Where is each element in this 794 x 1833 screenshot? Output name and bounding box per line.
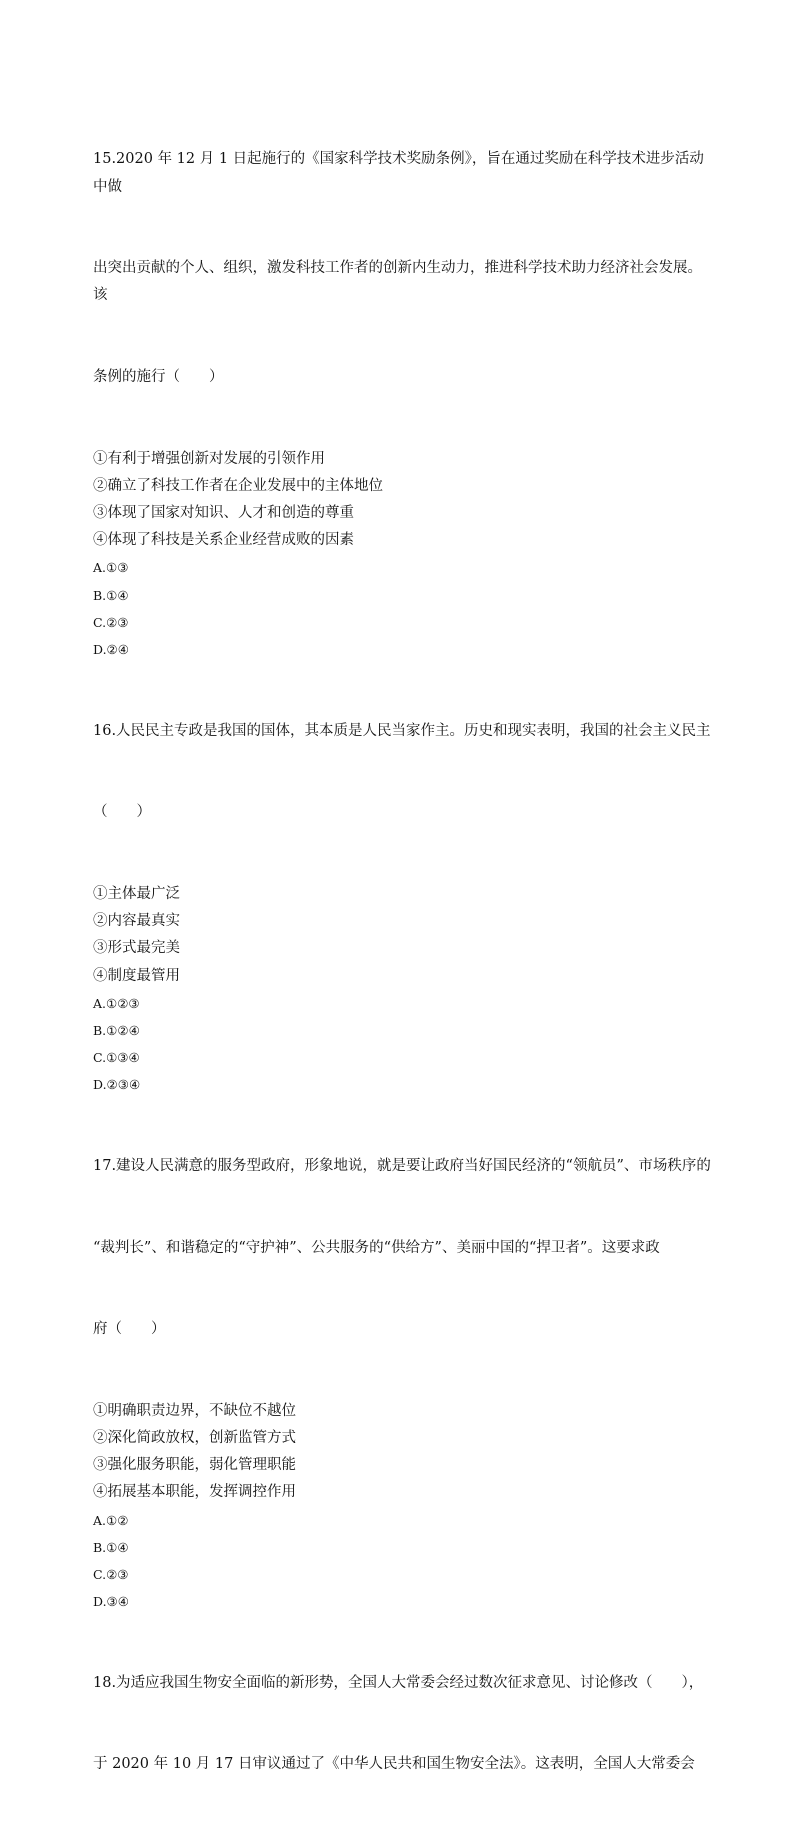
answer-option-b[interactable]: B.①②④ bbox=[93, 1022, 140, 1038]
statement-item: ①有利于增强创新对发展的引领作用 bbox=[93, 450, 325, 467]
statement-item: ①明确职责边界，不缺位不越位 bbox=[93, 1402, 296, 1419]
answer-option-c[interactable]: C.②③ bbox=[93, 614, 129, 630]
question-stem bbox=[93, 1099, 713, 1398]
answer-option-b[interactable]: B.①④ bbox=[93, 1539, 129, 1555]
answer-option-a[interactable]: A.①③ bbox=[93, 560, 129, 576]
stem-line: （ ） bbox=[93, 804, 151, 821]
statement-item: ②确立了科技工作者在企业发展中的主体地位 bbox=[93, 477, 383, 494]
statement-item: ④体现了科技是关系企业经营成败的因素 bbox=[93, 532, 354, 549]
answer-option-d[interactable]: D.②④ bbox=[93, 642, 129, 658]
answer-option-b[interactable]: B.①④ bbox=[93, 587, 129, 603]
answer-option-c[interactable]: C.②③ bbox=[93, 1566, 129, 1582]
stem-line: 16.人民民主专政是我国的国体，其本质是人民当家作主。历史和现实表明，我国的社会主义民主 bbox=[93, 722, 711, 739]
statement-item: ②内容最真实 bbox=[93, 913, 180, 930]
stem-line: 条例的施行（ ） bbox=[93, 369, 224, 386]
statement-item: ③形式最完美 bbox=[93, 940, 180, 957]
stem-line: 17.建设人民满意的服务型政府，形象地说，就是要让政府当好国民经济的“领航员”、市场秩序的 bbox=[93, 1157, 711, 1174]
answer-option-a[interactable]: A.①② bbox=[93, 1512, 129, 1528]
answer-option-d[interactable]: D.③④ bbox=[93, 1594, 129, 1610]
stem-line: 出突出贡献的个人、组织，激发科技工作者的创新内生动力，推进科学技术助力经济社会发展。该 bbox=[93, 260, 702, 304]
question-stem bbox=[93, 1615, 713, 1833]
statement-item: ④制度最管用 bbox=[93, 967, 180, 984]
statement-item: ③体现了国家对知识、人才和创造的尊重 bbox=[93, 505, 354, 522]
stem-line: 15.2020 年 12 月 1 日起施行的《国家科学技术奖励条例》，旨在通过奖励在科学技术进步活动中做 bbox=[93, 151, 704, 195]
stem-line: 于 2020 年 10 月 17 日审议通过了《中华人民共和国生物安全法》。这表明，全国人大常委会 bbox=[93, 1756, 695, 1773]
stem-line: 府（ ） bbox=[93, 1321, 166, 1338]
answer-option-a[interactable]: A.①②③ bbox=[93, 995, 140, 1011]
statement-item: ①主体最广泛 bbox=[93, 885, 180, 902]
statement-item: ④拓展基本职能，发挥调控作用 bbox=[93, 1484, 296, 1501]
statement-item: ②深化简政放权，创新监管方式 bbox=[93, 1429, 296, 1446]
answer-option-c[interactable]: C.①③④ bbox=[93, 1050, 140, 1066]
stem-line: “裁判长”、和谐稳定的“守护神”、公共服务的“供给方”、美丽中国的“捍卫者”。这要求政 bbox=[93, 1239, 660, 1256]
question-15 bbox=[93, 92, 713, 663]
stem-line: 18.为适应我国生物安全面临的新形势，全国人大常委会经过数次征求意见、讨论修改（ ）， bbox=[93, 1674, 704, 1691]
question-stem bbox=[93, 92, 713, 446]
question-17 bbox=[93, 1099, 713, 1616]
question-16 bbox=[93, 663, 713, 1098]
question-stem bbox=[93, 663, 713, 881]
statement-item: ③强化服务职能，弱化管理职能 bbox=[93, 1457, 296, 1474]
exam-page bbox=[93, 92, 713, 1833]
answer-option-d[interactable]: D.②③④ bbox=[93, 1077, 141, 1093]
question-18 bbox=[93, 1615, 713, 1833]
